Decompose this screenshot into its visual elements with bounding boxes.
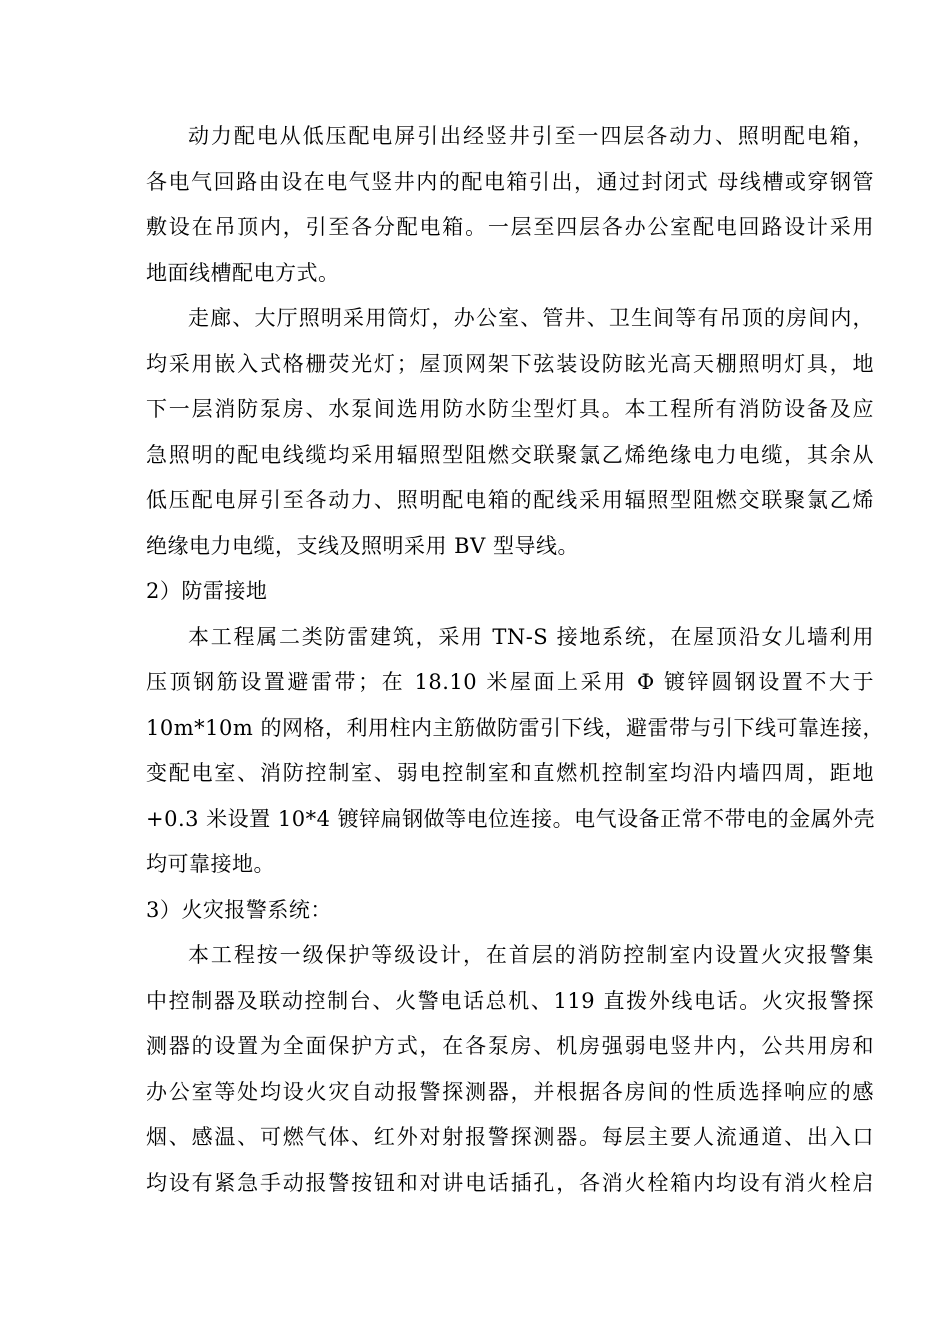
document-body: [146, 114, 884, 1206]
text-line: 绝缘电力电缆，支线及照明采用 BV 型导线。: [146, 533, 579, 558]
text-line: 各电气回路由设在电气竖井内的配电箱引出，通过封闭式 母线槽或穿钢管: [146, 169, 874, 194]
text-line: 压顶钢筋设置避雷带；在 18.10 米屋面上采用 Φ 镀锌圆钢设置不大于: [146, 670, 874, 694]
text-line: 均可靠接地。: [146, 852, 275, 876]
body-paragraph: [146, 114, 874, 296]
text-line: 下一层消防泵房、水泵间选用防水防尘型灯具。本工程所有消防设备及应: [146, 397, 874, 421]
text-line: 本工程按一级保护等级设计，在首层的消防控制室内设置火灾报警集: [188, 943, 874, 967]
body-paragraph: [146, 615, 884, 888]
body-paragraph: [146, 933, 874, 1206]
text-line: 烟、感温、可燃气体、红外对射报警探测器。每层主要人流通道、出入口: [146, 1125, 874, 1149]
body-paragraph: [146, 296, 874, 569]
text-line: 地面线槽配电方式。: [146, 260, 340, 285]
text-line: 变配电室、消防控制室、弱电控制室和直燃机控制室均沿内墙四周，距地: [146, 761, 874, 785]
section-heading: [146, 888, 874, 934]
text-line: 办公室等处均设火灾自动报警探测器，并根据各房间的性质选择响应的感: [146, 1079, 874, 1104]
heading-text: 3）火灾报警系统：: [146, 897, 332, 922]
text-line: 均设有紧急手动报警按钮和对讲电话插孔，各消火栓箱内均设有消火栓启: [146, 1170, 874, 1195]
section-heading: [146, 569, 874, 615]
text-line: 本工程属二类防雷建筑，采用 TN-S 接地系统，在屋顶沿女儿墙利用: [188, 624, 874, 649]
text-line: +0.3 米设置 10*4 镀锌扁钢做等电位连接。电气设备正常不带电的金属外壳: [146, 806, 876, 831]
text-line: 10m*10m 的网格，利用柱内主筋做防雷引下线，避雷带与引下线可靠连接，: [146, 715, 884, 740]
text-line: 动力配电从低压配电屏引出经竖井引至一四层各动力、照明配电箱，: [188, 124, 874, 148]
heading-text: 2）防雷接地: [146, 579, 268, 603]
text-line: 急照明的配电线缆均采用辐照型阻燃交联聚氯乙烯绝缘电力电缆，其余从: [146, 442, 874, 467]
text-line: 低压配电屏引至各动力、照明配电箱的配线采用辐照型阻燃交联聚氯乙烯: [146, 488, 874, 512]
text-line: 敷设在吊顶内，引至各分配电箱。一层至四层各办公室配电回路设计采用: [146, 215, 874, 239]
text-line: 走廊、大厅照明采用筒灯，办公室、管井、卫生间等有吊顶的房间内，: [188, 306, 874, 330]
text-line: 测器的设置为全面保护方式，在各泵房、机房强弱电竖井内，公共用房和: [146, 1034, 874, 1058]
text-line: 中控制器及联动控制台、火警电话总机、119 直拨外线电话。火灾报警探: [146, 988, 874, 1013]
text-line: 均采用嵌入式格栅荧光灯；屋顶网架下弦装设防眩光高天棚照明灯具，地: [146, 351, 874, 376]
